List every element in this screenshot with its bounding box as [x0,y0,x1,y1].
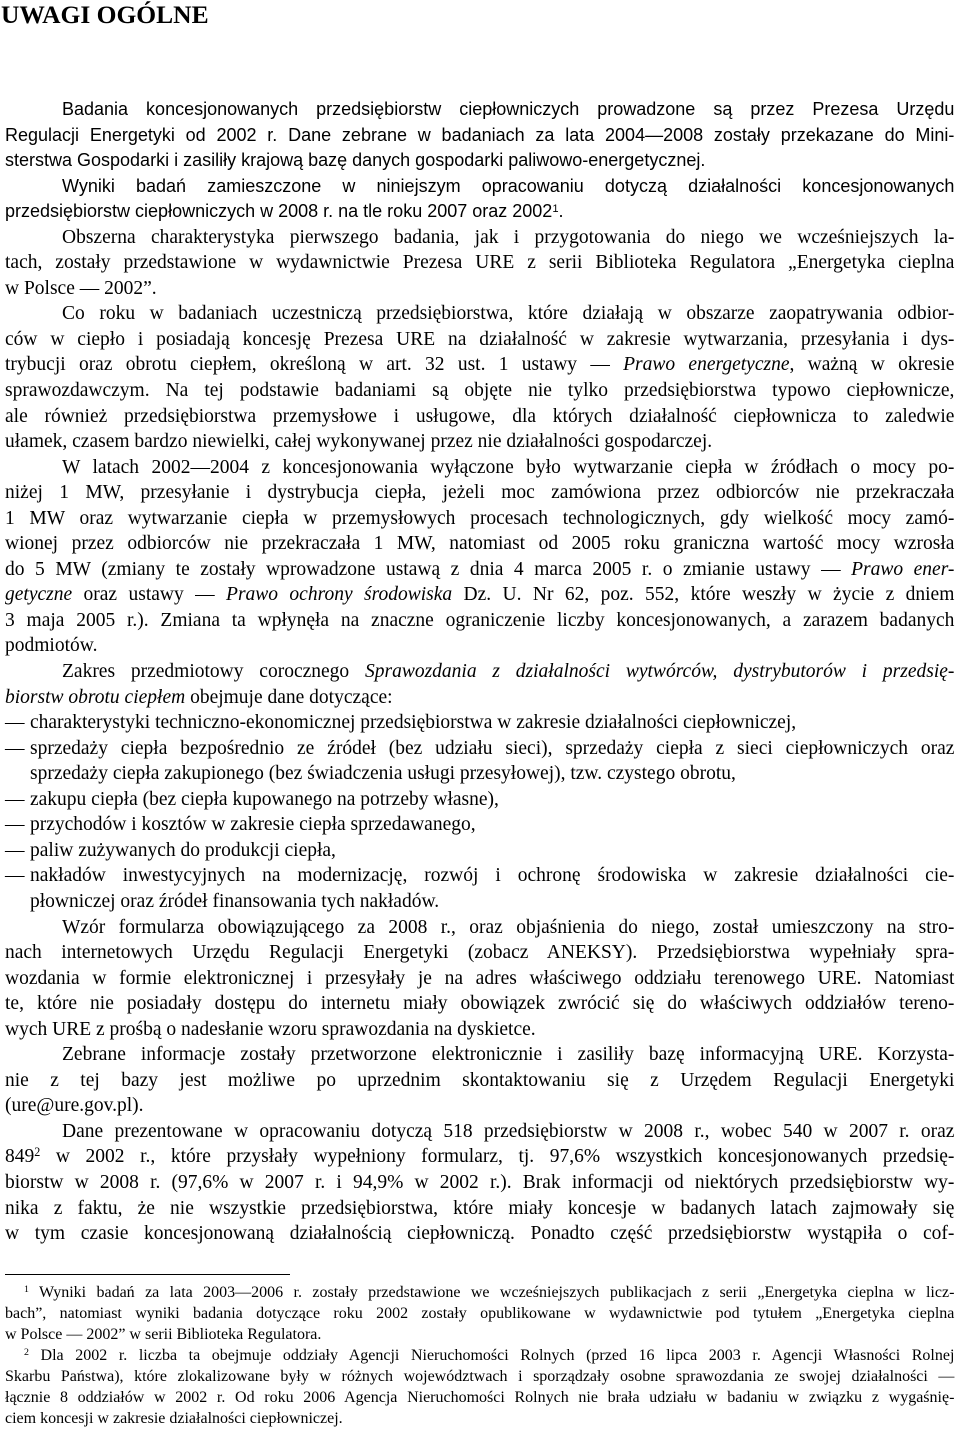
list-item [5,787,955,813]
text-line [5,966,955,992]
line-text: ale również przedsiębiorstwa przemysłowe i usługowe, dla których działalność ciepłownicza to zaledwie [5,405,955,427]
text-line [5,863,955,889]
list-dash: — [5,814,25,836]
paragraph [5,97,955,174]
text-line [5,1283,955,1304]
text-segment: Dz. U. Nr 62, poz. 552, które weszły w życie z dniem [452,584,955,606]
text-line [5,327,955,353]
line-text: Dane prezentowane w opracowaniu dotyczą 518 przedsiębiorstw w 2008 r., wobec 540 w 2007 r. oraz [62,1120,955,1142]
body-text [5,97,955,1247]
line-text [24,1347,954,1364]
line-text: (ure@ure.gov.pl). [5,1095,144,1117]
text-line [5,557,955,583]
text-segment: przedsiębiorstw ciepłowniczych w 2008 r. na tle roku 2007 oraz 2002 [5,201,553,222]
text-line [5,838,955,864]
list-dash: — [5,865,25,887]
line-text: W latach 2002—2004 z koncesjonowania wyłączone było wytwarzanie ciepła w źródłach o mocy po- [62,456,955,478]
line-text [5,559,954,580]
line-text: nie z tej bazy jest możliwe po uprzednim skontaktowaniu się z Urzędem Regulacji Energetyki [5,1069,955,1091]
footnote-ref: 1 [552,202,559,215]
footnote-rule [5,1274,290,1275]
text-segment: , ważną w okresie [789,354,955,376]
line-text: sprawozdawczym. Na tej podstawie badaniami są objęte nie tylko przedsiębiorstwa typowo ciepłownicze, [5,380,955,402]
text-segment: obejmuje dane dotyczące: [185,686,393,708]
line-text: wozdania w formie elektronicznej i przesyłały je na adres właściwego oddziału terenowego URE. Natomiast [5,967,955,989]
line-text: płowniczej oraz źródeł finansowania tych nakładów. [30,890,440,912]
text-line [5,506,955,532]
text-line [5,582,955,608]
line-text: podmiotów. [5,635,98,657]
line-text: łącznie 8 oddziałów w 2002 r. Od roku 2006 Agencja Nieruchomości Rolnych nie brała udziału w badaniu w związku z wygaśnię- [5,1388,955,1406]
line-text [24,1284,954,1301]
text-segment: Wyniki badań za lata 2003—2006 r. zostały przedstawione we wcześniejszych publikacjach z serii „Energetyka cieplna w licz- [28,1284,955,1302]
text-line [5,1196,955,1222]
text-line [5,1144,955,1170]
line-text: biorstw w 2008 r. (97,6% w 2007 r. i 94,9% w 2002 r.). Brak informacji od niektórych przedsiębiorstw wy- [5,1171,955,1193]
footnotes [5,1283,955,1430]
list-dash: — [5,712,25,734]
line-text: charakterystyki techniczno-ekonomicznej przedsiębiorstwa w zakresie działalności ciepłowniczej, [30,712,797,734]
text-line [5,659,955,685]
list-dash: — [5,839,25,861]
list-item [5,710,955,736]
text-line [5,480,955,506]
text-line [5,940,955,966]
italic-text: Sprawozdania z działalności wytwórców, dystrybutorów i przedsię- [364,661,955,683]
text-line [5,199,955,225]
paragraph [5,301,955,454]
line-text: Skarbu Państwa), które zlokalizowane były w różnych województwach i sporządzały osobne sprawozdania ze swojej działalności — [5,1368,955,1386]
text-segment: . [558,201,564,222]
line-text: w Polsce — 2002”. [5,277,157,299]
line-text [5,354,954,375]
list-item [5,863,955,914]
text-line [5,225,955,251]
italic-text: biorstw obrotu ciepłem [5,686,186,708]
text-line [5,812,955,838]
text-line [5,1170,955,1196]
line-text: paliw zużywanych do produkcji ciepła, [30,839,336,861]
paragraph [5,659,955,710]
text-line [5,455,955,481]
text-line [5,378,955,404]
footnote-ref: 1 [24,1284,29,1296]
text-line [5,1042,955,1068]
text-line [5,1093,955,1119]
paragraph [5,915,955,1043]
line-text: w tym czasie koncesjonowaną działalnością ciepłowniczą. Ponadto część przedsiębiorstw wystąpiła o cof- [5,1223,955,1245]
line-text: zakupu ciepła (bez ciepła kupowanego na potrzeby własne), [30,788,499,810]
line-text [62,661,954,682]
list-item [5,812,955,838]
text-line [5,276,955,302]
paragraph [5,1042,955,1119]
text-line [5,1017,955,1043]
line-text: tach, zostały przedstawione w wydawnictwie Prezesa URE z serii Biblioteka Regulatora „Energetyka cieplna [5,252,955,274]
italic-text: Prawo ener- [851,558,955,580]
footnote-ref: 2 [24,1347,29,1359]
text-line [5,761,955,787]
text-line [5,1221,955,1247]
list-item [5,838,955,864]
line-text: 3 maja 2005 r.). Zmiana ta wpłynęła na znaczne ograniczenie liczby koncesjonowanych, a zarazem badanych [5,609,955,631]
text-line [5,148,955,174]
text-segment: Zakres przedmiotowy corocznego [62,661,365,683]
text-line [5,1304,955,1325]
line-text: Wyniki badań zamieszczone w niniejszym opracowaniu dotyczą działalności koncesjonowanych [62,175,955,196]
line-text [5,687,393,708]
text-line [5,97,955,123]
line-text: wionej przez odbiorców nie przekraczała 1 MW, natomiast od 2005 roku graniczna wartość mocy wzrosła [5,533,955,555]
text-line [5,429,955,455]
paragraph [5,455,955,659]
line-text: Regulacji Energetyki od 2002 r. Dane zebrane w badaniach za lata 2004—2008 zostały przekazane do Mini- [5,124,955,145]
text-line [5,250,955,276]
text-line [5,531,955,557]
paragraph [5,174,955,225]
line-text [5,201,564,221]
text-line [5,889,955,915]
text-line [5,352,955,378]
line-text: sprzedaży ciepła zakupionego (bez świadczenia usługi przesyłowej), tzw. czystego obrotu, [30,763,736,785]
text-line [5,174,955,200]
text-line [5,608,955,634]
line-text: te, które nie posiadały dostępu do internetu miały obowiązek zwrócić się do właściwych oddziałów tereno- [5,993,955,1015]
line-text: nach internetowych Urzędu Regulacji Energetyki (zobacz ANEKSY). Przedsiębiorstwa wypełniały spra- [5,942,955,964]
line-text: ułamek, czasem bardzo niewielki, całej wykonywanej przez nie działalności gospodarczej. [5,431,713,453]
text-line [5,1119,955,1145]
line-text: nika z faktu, że nie wszystkie przedsiębiorstwa, które miały koncesje w badanych latach zajmowały się [5,1197,955,1219]
text-line [5,404,955,430]
text-line [5,301,955,327]
list-dash: — [5,788,25,810]
line-text: Co roku w badaniach uczestniczą przedsiębiorstwa, które działają w obszarze zaopatrywania odbior- [62,303,955,325]
text-segment: do 5 MW (zmiany te zostały wprowadzone ustawą z dnia 4 marca 2005 r. o zmianie ustawy — [5,558,852,580]
line-text: Obszerna charakterystyka pierwszego badania, jak i przygotowania do niego we wcześniejszych la- [62,226,955,248]
text-segment: oraz ustawy — [72,584,227,606]
text-segment: w 2002 r., które przysłały wypełniony formularz, tj. 97,6% wszystkich koncesjonowanych przedsię- [40,1146,955,1168]
text-line [5,1346,955,1367]
line-text: ciem koncesji w zakresie działalności ciepłowniczej. [5,1409,343,1427]
text-line [5,1409,955,1430]
line-text: sterstwa Gospodarki i zasiliły krajową bazę danych gospodarki paliwowo-energetycznej. [5,150,706,171]
text-line [5,123,955,149]
list-item [5,736,955,787]
footnote-ref: 2 [34,1145,41,1160]
italic-text: Prawo energetyczne [623,354,790,376]
line-text: niżej 1 MW, przesyłanie i dystrybucja ciepła, jeżeli moc zamówiona przez odbiorców nie przekraczała [5,482,955,504]
text-line [5,1068,955,1094]
line-text: sprzedaży ciepła bezpośrednio ze źródeł (bez udziału sieci), sprzedaży ciepła z sieci ciepłowniczych oraz [30,737,955,759]
line-text: w Polsce — 2002” w serii Biblioteka Regulatora. [5,1326,322,1344]
line-text: Zebrane informacje zostały przetworzone elektronicznie i zasiliły bazę informacyjną URE. Korzysta- [62,1044,955,1066]
text-line [5,1388,955,1409]
line-text: nakładów inwestycyjnych na modernizację, rozwój i ochronę środowiska w zakresie działalności cie- [30,865,955,887]
italic-text: getyczne [5,584,73,606]
page-title: UWAGI OGÓLNE [1,0,209,29]
line-text: Badania koncesjonowanych przedsiębiorstw ciepłowniczych prowadzone są przez Prezesa Urzędu [62,99,955,119]
text-line [5,633,955,659]
text-line [5,991,955,1017]
line-text [5,584,954,605]
text-segment: trybucji oraz obrotu ciepłem, określoną w art. 32 ust. 1 ustawy — [5,354,624,376]
text-line [5,1367,955,1388]
line-text: Wzór formularza obowiązującego za 2008 r., oraz objaśnienia do niego, został umieszczony na stro- [62,916,955,938]
footnote [5,1283,955,1346]
text-line [5,915,955,941]
footnote [5,1346,955,1430]
text-segment: Dla 2002 r. liczba ta obejmuje oddziały Agencji Nieruchomości Rolnych (przed 16 lipca 2003 r. Agencji Własności Rolnej [28,1347,955,1365]
text-segment: 849 [5,1146,35,1168]
list-dash: — [5,737,25,759]
text-line [5,710,955,736]
line-text: ców w ciepło i posiadają koncesję Prezesa URE na działalność w zakresie wytwarzania, przesyłania i dys- [5,328,955,350]
text-line [5,1325,955,1346]
line-text: 1 MW oraz wytwarzanie ciepła w przemysłowych procesach technologicznych, gdy wielkość mocy zamó- [5,507,955,529]
text-line [5,787,955,813]
text-line [5,736,955,762]
line-text: bach”, natomiast wyniki badania dotyczące roku 2002 zostały opublikowane w wydawnictwie pod tytułem „Energetyka cieplna [5,1305,955,1323]
text-line [5,685,955,711]
line-text [5,1146,954,1167]
line-text: przychodów i kosztów w zakresie ciepła sprzedawanego, [30,814,476,836]
line-text: wych URE z prośbą o nadesłanie wzoru sprawozdania na dyskietce. [5,1018,536,1040]
italic-text: Prawo ochrony środowiska [226,584,453,606]
paragraph [5,225,955,302]
paragraph [5,1119,955,1247]
